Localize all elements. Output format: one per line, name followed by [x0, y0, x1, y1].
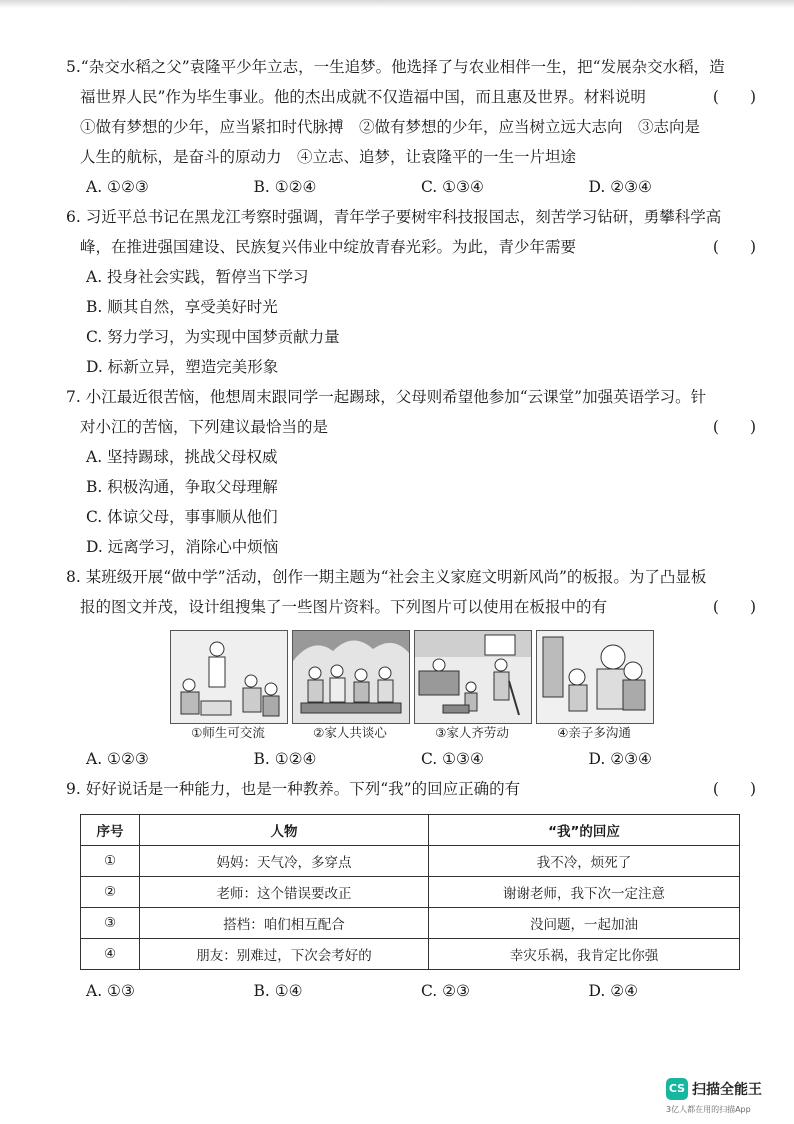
answer-bracket: ( ): [712, 88, 756, 106]
illustration-family-talk: [292, 630, 408, 742]
q8-stem-line-2: 报的图文并茂，设计组搜集了一些图片资料。下列图片可以使用在板报中的有: [80, 598, 608, 616]
answer-bracket: ( ): [712, 598, 756, 616]
choice-b: B. ①④: [253, 982, 303, 1000]
row-person: 朋友：别难过，下次会考好的: [140, 939, 429, 970]
q9-table: [80, 814, 740, 970]
choice-d: D. 远离学习，消除心中烦恼: [86, 538, 279, 556]
choice-a: A. ①②③: [86, 178, 149, 196]
illustration-parent-child: [536, 630, 652, 742]
exam-page: [66, 52, 756, 1006]
q8-choices: [66, 744, 756, 774]
header-response: “我”的回应: [429, 815, 740, 846]
choice-d: D. 标新立异，塑造完美形象: [86, 358, 279, 376]
q5-stem-line-2: 福世界人民”作为毕生事业。他的杰出成就不仅造福中国，而且惠及世界。材料说明: [80, 88, 646, 106]
header-number: 序号: [81, 815, 140, 846]
illustration-teacher-students: [170, 630, 286, 742]
row-response: 我不冷，烦死了: [429, 846, 740, 877]
question-9: [66, 774, 756, 1006]
parent-child-picture: [536, 630, 654, 724]
header-person: 人物: [140, 815, 429, 846]
table-header: [81, 815, 740, 846]
choice-c: C. ②③: [421, 982, 470, 1000]
choice-a: A. 坚持踢球，挑战父母权威: [86, 448, 278, 466]
caption-2: ②家人共谈心: [313, 725, 387, 740]
scanner-logo-icon: CS: [666, 1078, 688, 1100]
caption-3: ③家人齐劳动: [435, 725, 509, 740]
choice-a: A. ①③: [86, 982, 135, 1000]
choice-d: D. ②④: [588, 982, 639, 1000]
row-number: ②: [81, 877, 140, 908]
choice-b: B. 顺其自然，享受美好时光: [86, 298, 278, 316]
q9-choices: [66, 976, 756, 1006]
table-row: [81, 846, 740, 877]
q5-choices: [66, 172, 756, 202]
illustration-family-chores: [414, 630, 530, 742]
family-talk-picture: [292, 630, 410, 724]
q5-statement-line-1: ①做有梦想的少年，应当紧扣时代脉搏 ②做有梦想的少年，应当树立远大志向 ③志向是: [80, 118, 701, 136]
question-5: [66, 52, 756, 202]
q5-stem-line-1: 5.“杂交水稻之父”袁隆平少年立志，一生追梦。他选择了与农业相伴一生，把“发展杂交水稻，造: [66, 58, 725, 76]
q8-stem-line-1: 8. 某班级开展“做中学”活动，创作一期主题为“社会主义家庭文明新风尚”的板报。为了凸显板: [66, 568, 707, 586]
row-number: ③: [81, 908, 140, 939]
table-row: [81, 908, 740, 939]
row-response: 没问题，一起加油: [429, 908, 740, 939]
q7-stem-line-1: 7. 小江最近很苦恼，他想周末跟同学一起踢球，父母则希望他参加“云课堂”加强英语学习。针: [66, 388, 707, 406]
choice-b: B. 积极沟通，争取父母理解: [86, 478, 278, 496]
page-top-edge: [0, 0, 794, 8]
row-number: ①: [81, 846, 140, 877]
row-response: 谢谢老师，我下次一定注意: [429, 877, 740, 908]
row-person: 老师：这个错误要改正: [140, 877, 429, 908]
choice-b: B. ①②④: [253, 750, 317, 768]
question-8: [66, 562, 756, 774]
family-chores-picture: [414, 630, 532, 724]
choice-a: A. 投身社会实践，暂停当下学习: [86, 268, 309, 286]
answer-bracket: ( ): [712, 238, 756, 256]
choice-c: C. 努力学习，为实现中国梦贡献力量: [86, 328, 340, 346]
choice-d: D. ②③④: [588, 750, 652, 768]
answer-bracket: ( ): [712, 780, 756, 798]
question-6: [66, 202, 756, 382]
answer-bracket: ( ): [712, 418, 756, 436]
scanner-app-name: 扫描全能王: [692, 1082, 762, 1098]
choice-c: C. 体谅父母，事事顺从他们: [86, 508, 278, 526]
table-row: [81, 939, 740, 970]
row-response: 幸灾乐祸，我肯定比你强: [429, 939, 740, 970]
q8-illustrations: [66, 630, 756, 742]
q6-stem-line-1: 6. 习近平总书记在黑龙江考察时强调，青年学子要树牢科技报国志，刻苦学习钻研，勇攀科学高: [66, 208, 722, 226]
teacher-students-picture: [170, 630, 288, 724]
scanner-watermark: [666, 1078, 776, 1114]
row-number: ④: [81, 939, 140, 970]
scanner-tagline: 3亿人都在用的扫描App: [666, 1105, 751, 1114]
q9-stem: 9. 好好说话是一种能力，也是一种教养。下列“我”的回应正确的有: [66, 780, 521, 798]
row-person: 搭档：咱们相互配合: [140, 908, 429, 939]
caption-4: ④亲子多沟通: [557, 725, 631, 740]
table-row: [81, 877, 740, 908]
choice-a: A. ①②③: [86, 750, 149, 768]
q7-stem-line-2: 对小江的苦恼，下列建议最恰当的是: [80, 418, 329, 436]
q6-stem-line-2: 峰，在推进强国建设、民族复兴伟业中绽放青春光彩。为此，青少年需要: [80, 238, 577, 256]
choice-c: C. ①③④: [421, 178, 484, 196]
row-person: 妈妈：天气冷，多穿点: [140, 846, 429, 877]
choice-d: D. ②③④: [588, 178, 652, 196]
choice-b: B. ①②④: [253, 178, 317, 196]
caption-1: ①师生可交流: [191, 725, 265, 740]
q5-statement-line-2: 人生的航标，是奋斗的原动力 ④立志、追梦，让袁隆平的一生一片坦途: [80, 148, 577, 166]
question-7: [66, 382, 756, 562]
choice-c: C. ①③④: [421, 750, 484, 768]
